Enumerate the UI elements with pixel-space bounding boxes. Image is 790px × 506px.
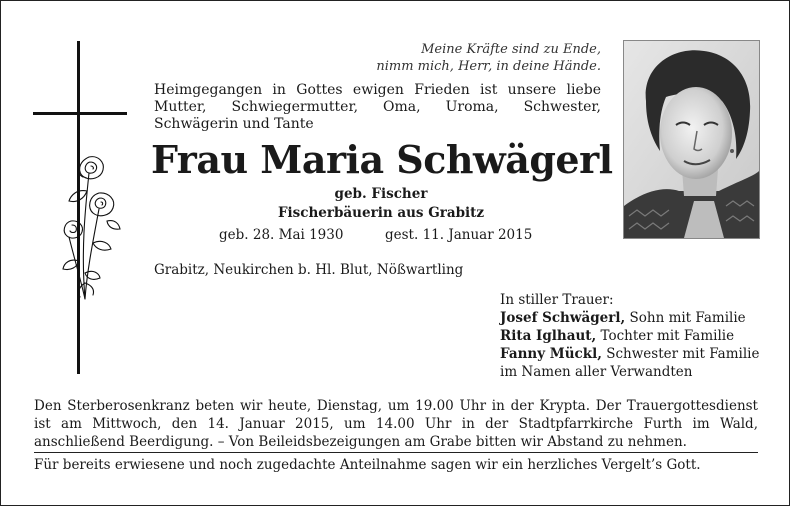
occupation: Fischerbäuerin aus Grabitz [277, 205, 485, 221]
deceased-name: Frau Maria Schwägerl [151, 137, 613, 182]
portrait-image [624, 41, 759, 238]
mourner-name: Josef Schwägerl, [500, 310, 626, 326]
mourner-name: Fanny Mückl, [500, 346, 602, 362]
birth-date: geb. 28. Mai 1930 [219, 227, 344, 243]
mourner-row [500, 345, 770, 363]
mourner-relation: Sohn mit Familie [625, 310, 746, 326]
thanks-text: Für bereits erwiesene und noch zugedachte Anteilnahme sagen wir ein herzliches Vergelt’s Gott. [34, 457, 701, 473]
mourner-relation: Schwester mit Familie [601, 346, 760, 362]
poem [301, 41, 601, 75]
cross-icon-bar [33, 112, 127, 115]
mourner-row [500, 309, 770, 327]
death-date: gest. 11. Januar 2015 [385, 227, 533, 243]
intro-text: Heimgegangen in Gottes ewigen Frieden ist unsere liebe Mutter, Schwiegermutter, Oma, Uroma, Schwester, Schwägerin und Tante [154, 82, 601, 132]
mourner-name: Rita Iglhaut, [500, 328, 597, 344]
mourners-list [500, 291, 770, 381]
mourner-relation: Tochter mit Familie [596, 328, 735, 344]
mourners-footer: im Namen aller Verwandten [500, 364, 693, 380]
divider [34, 452, 758, 453]
mourner-row [500, 327, 770, 345]
maiden-name: geb. Fischer [334, 186, 428, 202]
service-info: Den Sterberosenkranz beten wir heute, Dienstag, um 19.00 Uhr in der Krypta. Der Trauergottesdienst ist am Mittwoch, den 14. Januar 2015, um 14.00 Uhr in der Stadtpfarrkirche Furth im Wald, anschließend Beerdigung. – Von Beileidsbezeigungen am Grabe bitten wir Abstand zu nehmen. [34, 398, 758, 450]
mourners-heading: In stiller Trauer: [500, 292, 614, 308]
roses-icon [49, 151, 129, 301]
poem-line: Meine Kräfte sind zu Ende, [421, 42, 601, 57]
portrait-photo [623, 40, 760, 239]
places: Grabitz, Neukirchen b. Hl. Blut, Nößwartling [154, 262, 464, 278]
poem-line: nimm mich, Herr, in deine Hände. [376, 59, 601, 74]
